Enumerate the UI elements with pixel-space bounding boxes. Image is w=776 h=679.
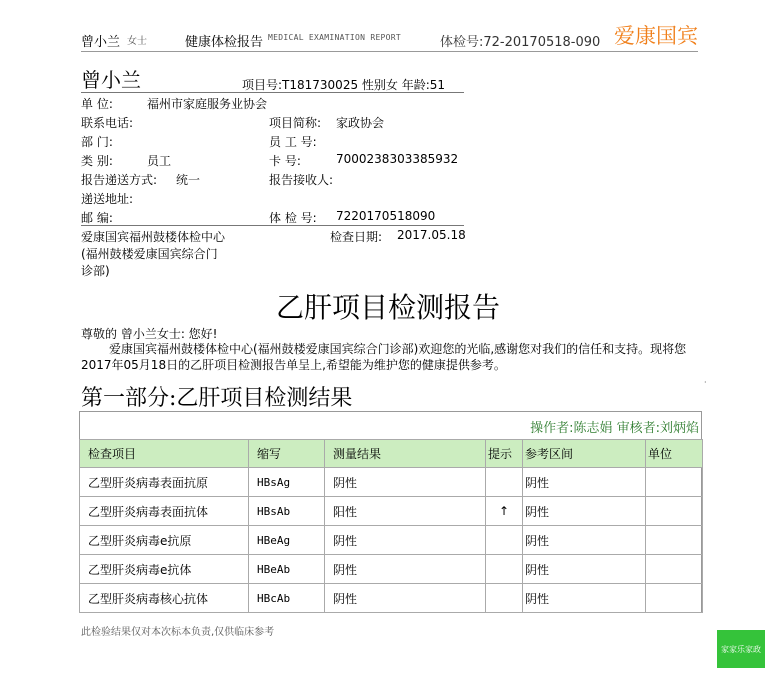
- delivery-label: 报告递送方式:: [81, 173, 158, 187]
- card-value: 7000238303385932: [336, 152, 459, 166]
- footnote: 此检验结果仅对本次标本负责,仅供临床参考: [81, 627, 275, 638]
- header-patient-name: 曾小兰: [81, 35, 121, 50]
- results-table: [79, 439, 703, 613]
- postcode-label: 邮 编:: [81, 211, 113, 225]
- exam-date-value: 2017.05.18: [397, 228, 466, 242]
- intro-paragraph: 爱康国宾福州鼓楼体检中心(福州鼓楼爱康国宾综合门诊部)欢迎您的光临,感谢您对我们的信任和支持。现将您2017年05月18日的乙肝项目检测报告单呈上,希望能为维护您的健康提供参考。: [81, 342, 687, 372]
- report-title: 乙肝项目检测报告: [275, 291, 500, 324]
- cell-item: 乙型肝炎病毒e抗原: [80, 526, 249, 555]
- delivery-value: 统一: [176, 173, 201, 187]
- center-line-1: 爱康国宾福州鼓楼体检中心: [81, 230, 226, 244]
- cell-item: 乙型肝炎病毒e抗体: [80, 555, 249, 584]
- header-exam-number: 体检号:72-20170518-090: [440, 35, 601, 50]
- cell-result: 阴性: [325, 526, 486, 555]
- margin-mark: ·: [704, 378, 707, 387]
- table-row: [80, 555, 703, 584]
- category-value: 员工: [147, 154, 172, 168]
- category-label: 类 别:: [81, 154, 113, 168]
- table-header-row: [80, 440, 703, 468]
- patient-project-line: 项目号:T181730025 性别女 年龄:51: [242, 78, 446, 92]
- header-divider: [81, 51, 698, 52]
- project-abbr-value: 家政协会: [336, 116, 385, 130]
- center-line-3: 诊部): [81, 264, 110, 278]
- cell-unit: [646, 584, 703, 613]
- card-label: 卡 号:: [269, 154, 301, 168]
- table-row: [80, 497, 703, 526]
- cell-reference: 阴性: [523, 468, 646, 497]
- cell-abbr: HBeAb: [249, 555, 325, 584]
- col-header-abbr: 缩写: [249, 440, 325, 468]
- header-report-title: 健康体检报告: [185, 35, 264, 50]
- cell-item: 乙型肝炎病毒表面抗原: [80, 468, 249, 497]
- greeting: 尊敬的 曾小兰女士: 您好!: [81, 327, 218, 341]
- cell-reference: 阴性: [523, 555, 646, 584]
- col-header-reference: 参考区间: [523, 440, 646, 468]
- col-header-flag: 提示: [486, 440, 523, 468]
- header-gender: 女士: [127, 36, 147, 47]
- cell-result: 阴性: [325, 555, 486, 584]
- cell-flag: [486, 526, 523, 555]
- col-header-unit: 单位: [646, 440, 703, 468]
- table-row: [80, 468, 703, 497]
- cell-abbr: HBcAb: [249, 584, 325, 613]
- dept-label: 部 门:: [81, 135, 113, 149]
- cell-reference: 阴性: [523, 584, 646, 613]
- brand-logo: 爱康国宾: [614, 24, 698, 48]
- cell-abbr: HBsAg: [249, 468, 325, 497]
- cell-unit: [646, 497, 703, 526]
- patient-divider: [81, 92, 464, 93]
- cell-reference: 阴性: [523, 497, 646, 526]
- cell-abbr: HBeAg: [249, 526, 325, 555]
- cell-abbr: HBsAb: [249, 497, 325, 526]
- center-line-2: (福州鼓楼爱康国宾综合门: [81, 247, 218, 261]
- cell-flag-up-arrow-icon: ↑: [486, 497, 523, 526]
- section-title: 第一部分:乙肝项目检测结果: [81, 386, 353, 411]
- operator-reviewer: 操作者:陈志娟 审核者:刘炳焰: [530, 421, 699, 436]
- cell-reference: 阴性: [523, 526, 646, 555]
- cell-flag: [486, 555, 523, 584]
- cell-flag: [486, 468, 523, 497]
- cell-flag: [486, 584, 523, 613]
- col-header-item: 检查项目: [80, 440, 249, 468]
- cell-result: 阳性: [325, 497, 486, 526]
- exam-no-value: 7220170518090: [336, 209, 436, 223]
- col-header-result: 测量结果: [325, 440, 486, 468]
- floating-widget-button[interactable]: 家家乐家政: [717, 630, 765, 668]
- header-report-subtitle: MEDICAL EXAMINATION REPORT: [268, 33, 402, 42]
- exam-date-label: 检查日期:: [330, 230, 383, 244]
- address-label: 递送地址:: [81, 192, 134, 206]
- exam-no-label: 体 检 号:: [269, 211, 317, 225]
- unit-value: 福州市家庭服务业协会: [147, 97, 268, 111]
- cell-result: 阴性: [325, 584, 486, 613]
- patient-divider-bottom: [81, 225, 464, 226]
- cell-unit: [646, 468, 703, 497]
- phone-label: 联系电话:: [81, 116, 134, 130]
- cell-item: 乙型肝炎病毒核心抗体: [80, 584, 249, 613]
- project-abbr-label: 项目简称:: [269, 116, 322, 130]
- patient-name: 曾小兰: [81, 68, 141, 92]
- cell-item: 乙型肝炎病毒表面抗体: [80, 497, 249, 526]
- table-row: [80, 526, 703, 555]
- unit-label: 单 位:: [81, 97, 113, 111]
- receiver-label: 报告接收人:: [269, 173, 334, 187]
- cell-unit: [646, 555, 703, 584]
- table-row: [80, 584, 703, 613]
- cell-result: 阴性: [325, 468, 486, 497]
- cell-unit: [646, 526, 703, 555]
- staff-no-label: 员 工 号:: [269, 135, 317, 149]
